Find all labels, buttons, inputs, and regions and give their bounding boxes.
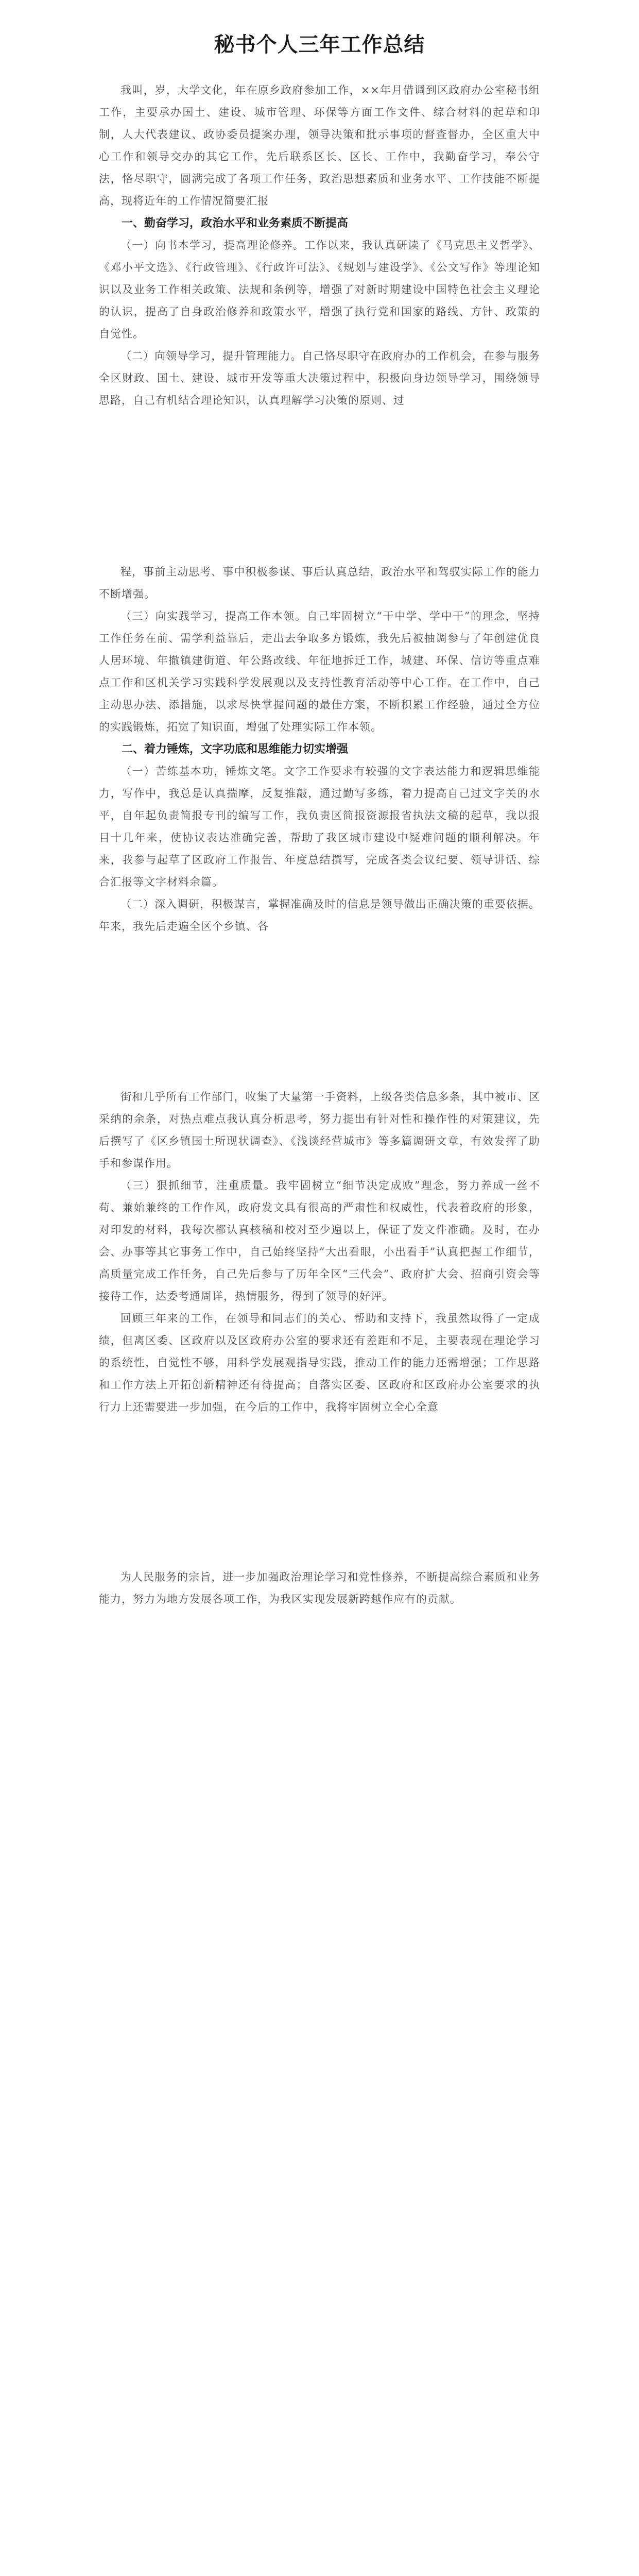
page-gap (99, 1418, 540, 1566)
paragraph: 我叫，岁，大学文化，年在原乡政府参加工作，××年月借调到区政府办公室秘书组工作，主要承办国土、建设、城市管理、环保等方面工作文件、综合材料的起草和印制，人大代表建议、政协委员提案办理，领导决策和批示事项的督查督办，全区重大中心工作和领导交办的其它工作，先后联系区长、区长、工作中，我勤奋学习，奉公守法，恪尽职守，圆满完成了各项工作任务，政治思想素质和业务水平、工作技能不断提高，现将近年的工作情况简要汇报 (99, 84, 540, 207)
paragraph: 街和几乎所有工作部门，收集了大量第一手资料，上级各类信息多条，其中被市、区采纳的余条，对热点难点我认真分析思考，努力提出有针对性和操作性的对策建议，先后撰写了《区乡镇国土所现状调查》、《浅谈经营城市》等多篇调研文章，有效发挥了助手和参谋作用。 (99, 1091, 540, 1170)
paragraph: （一）苦练基本功，锤炼文笔。文字工作要求有较强的文字表达能力和逻辑思维能力，写作中，我总是认真揣摩，反复推敲，通过勤写多练，着力提高自己过文字关的水平，自年起负责简报专刊的编写工作，我负责区简报资源报省执法文稿的起草，我以报目十几年来，使协议表达准确完善，帮助了我区城市建设中疑难问题的顺利解决。年来，我参与起草了区政府工作报告、年度总结撰写，完成各类会议纪要、领导讲话、综合汇报等文字材料余篇。 (99, 765, 540, 888)
page-gap (99, 938, 540, 1086)
section-heading: 一、勤奋学习，政治水平和业务素质不断提高 (122, 217, 349, 230)
paragraph: （一）向书本学习，提高理论修养。工作以来，我认真研读了《马克思主义哲学》、《邓小平文选》、《行政管理》、《行政许可法》、《规划与建设学》、《公文写作》等理论知识以及业务工作相关政策、法规和条例等，增强了对新时期建设中国特色社会主义理论的认识，提高了自身政治修养和政策水平，增强了执行党和国家的路线、方针、政策的自觉性。 (99, 239, 540, 340)
document-body (99, 79, 540, 1611)
page-gap (99, 412, 540, 561)
paragraph: （二）向领导学习，提升管理能力。自己恪尽职守在政府办的工作机会，在参与服务全区财政、国土、建设、城市开发等重大决策过程中，积极向身边领导学习，围绕领导思路，自己有机结合理论知识，认真理解学习决策的原则、过 (99, 350, 540, 406)
paragraph: （三）向实践学习，提高工作本领。自己牢固树立“干中学、学中干”的理念，坚持工作任务在前、需学利益靠后，走出去争取多方锻炼，我先后被抽调参与了年创建优良人居环境、年撤镇建街道、年公路改线、年征地拆迁工作，城建、环保、信访等重点难点工作和区机关学习实践科学发展观以及支持性教育活动等中心工作。在工作中，自己主动思办法、添措施，以求尽快掌握问题的最佳方案，不断积累工作经验，通过全方位的实践锻炼，拓宽了知识面，增强了处理实际工作本领。 (99, 610, 540, 733)
section-heading: 二、着力锤炼，文字功底和思维能力切实增强 (122, 743, 349, 756)
paragraph: （三）狠抓细节，注重质量。我牢固树立“细节决定成败”理念，努力养成一丝不苟、兼始兼终的工作作风，政府发文具有很高的严肃性和权威性，代表着政府的形象，对印发的材料，我每次都认真核稿和校对至少遍以上，保证了发文件准确。及时，在办会、办事等其它事务工作中，自己始终坚持“大出看眼，小出看手”认真把握工作细节，高质量完成工作任务，自己先后参与了历年全区“三代会”、政府扩大会、招商引资会等接待工作，达委考通周详，热情服务，得到了领导的好评。 (99, 1179, 540, 1302)
document-title: 秘书个人三年工作总结 (214, 32, 425, 57)
paragraph: 程，事前主动思考、事中积极参谋、事后认真总结，政治水平和驾驭实际工作的能力不断增强。 (99, 566, 540, 600)
paragraph: （二）深入调研，积极谋言，掌握准确及时的信息是领导做出正确决策的重要依据。年来，我先后走遍全区个乡镇、各 (99, 898, 540, 933)
paragraph: 回顾三年来的工作，在领导和同志们的关心、帮助和支持下，我虽然取得了一定成绩，但离区委、区政府以及区政府办公室的要求还有差距和不足，主要表现在理论学习的系统性，自觉性不够，用科学发展观指导实践，推动工作的能力还需增强；工作思路和工作方法上开拓创新精神还有待提高；自落实区委、区政府和区政府办公室要求的执行力上还需要进一步加强，在今后的工作中，我将牢固树立全心全意 (99, 1312, 540, 1413)
paragraph: 为人民服务的宗旨，进一步加强政治理论学习和党性修养，不断提高综合素质和业务能力，努力为地方发展各项工作，为我区实现发展新跨越作应有的贡献。 (99, 1571, 540, 1605)
